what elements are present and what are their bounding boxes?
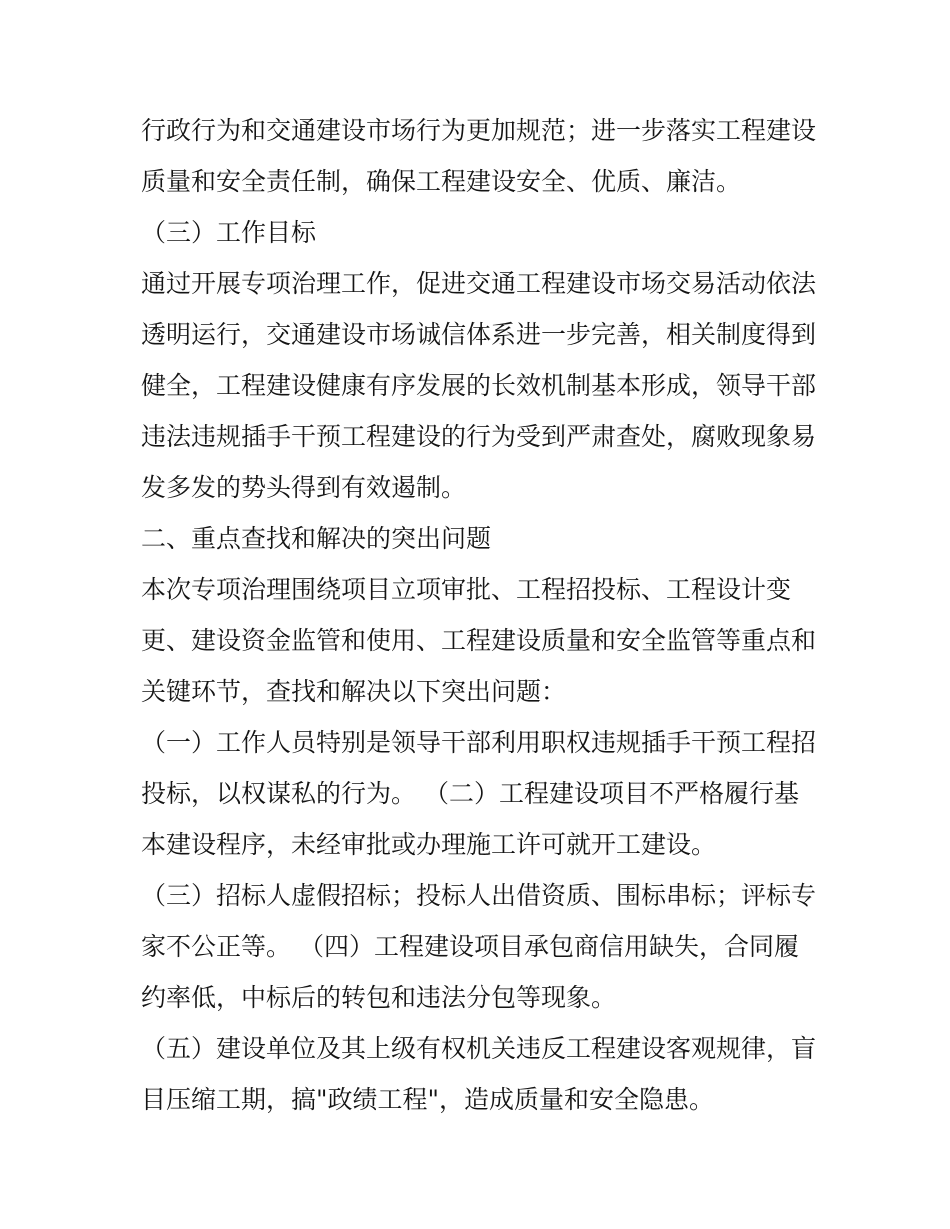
text-line: 通过开展专项治理工作，促进交通工程建设市场交易活动依法 [141,269,817,298]
text-line: 透明运行，交通建设市场诚信体系进一步完善，相关制度得到 [141,320,817,349]
text-line: 发多发的势头得到有效遏制。 [141,473,467,502]
text-line: 本建设程序，未经审批或办理施工许可就开工建设。 [141,830,717,859]
text-line: 本次专项治理围绕项目立项审批、工程招投标、工程设计变 [141,575,792,604]
text-line: 目压缩工期，搞"政绩工程"，造成质量和安全隐患。 [141,1085,715,1114]
text-line: （一）工作人员特别是领导干部利用职权违规插手干预工程招 [141,728,817,757]
section-heading: （三）工作目标 [141,218,317,247]
text-line: （三）招标人虚假招标；投标人出借资质、围标串标；评标专 [141,881,817,910]
text-line: 更、建设资金监管和使用、工程建设质量和安全监管等重点和 [141,626,817,655]
document-body [141,105,821,1125]
text-line: 违法违规插手干预工程建设的行为受到严肃查处，腐败现象易 [141,422,817,451]
text-line: 关键环节，查找和解决以下突出问题： [141,677,567,706]
text-line: 质量和安全责任制，确保工程建设安全、优质、廉洁。 [141,167,742,196]
text-line: 健全，工程建设健康有序发展的长效机制基本形成，领导干部 [141,371,817,400]
text-line: 家不公正等。 （四）工程建设项目承包商信用缺失，合同履 [141,932,799,961]
text-line: 行政行为和交通建设市场行为更加规范；进一步落实工程建设 [141,116,817,145]
text-line: 约率低，中标后的转包和违法分包等现象。 [141,983,617,1012]
section-heading: 二、重点查找和解决的突出问题 [141,524,492,553]
text-line: （五）建设单位及其上级有权机关违反工程建设客观规律，盲 [141,1034,817,1063]
text-line: 投标，以权谋私的行为。 （二）工程建设项目不严格履行基 [141,779,799,808]
